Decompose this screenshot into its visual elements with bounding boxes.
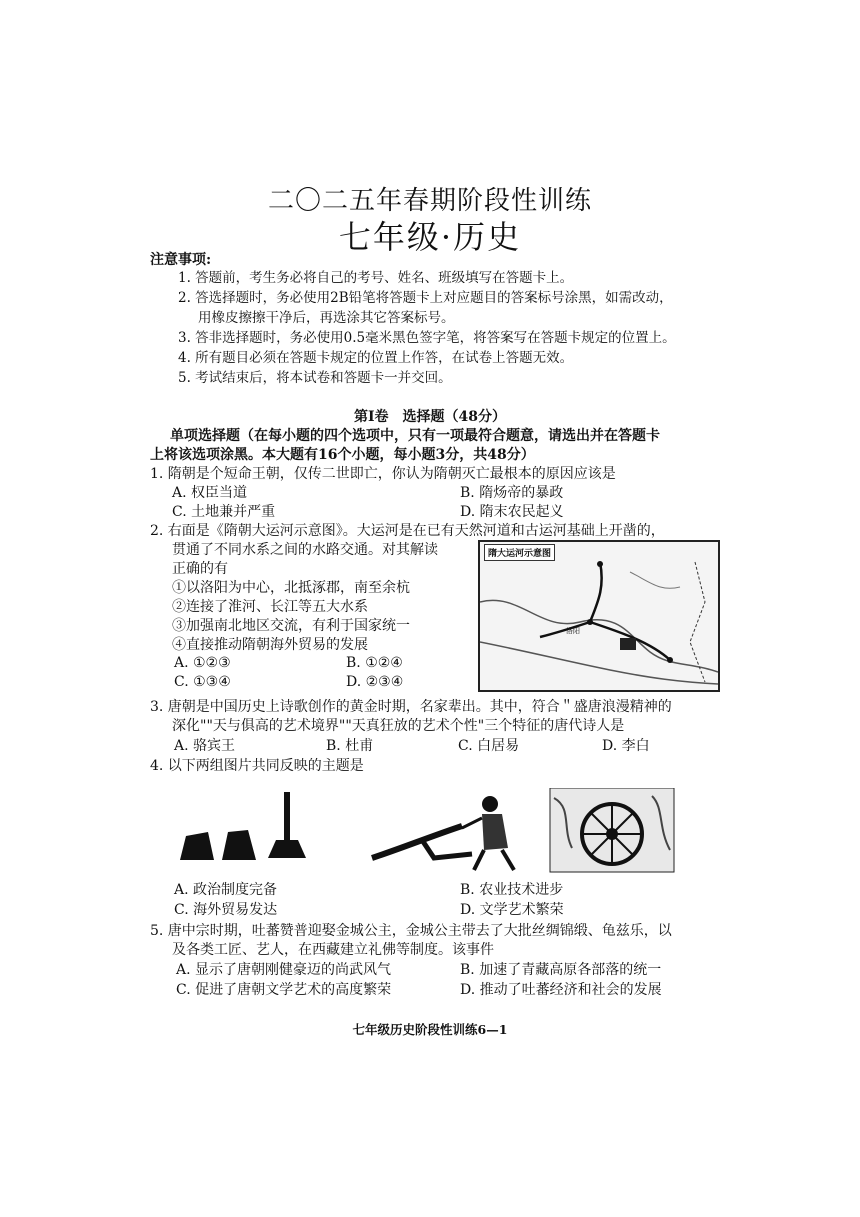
q4-images: [172, 788, 732, 874]
q3-option-d: D. 李白: [602, 738, 650, 754]
q2-option-b: B. ①②④: [346, 655, 403, 671]
section-heading: 第Ⅰ卷 选择题（48分）: [353, 409, 507, 425]
q2-statement-1: ①以洛阳为中心，北抵涿郡，南至余杭: [172, 580, 410, 596]
q5-option-d: D. 推动了吐蕃经济和社会的发展: [460, 982, 662, 998]
question-5-stem: 5. 唐中宗时期，吐蕃赞普迎娶金城公主，金城公主带去了大批丝绸锦缎、龟兹乐，以: [150, 923, 672, 939]
q1-option-a: A. 权臣当道: [172, 485, 248, 501]
q3-option-c: C. 白居易: [458, 738, 520, 754]
question-2-stem: 2. 右面是《隋朝大运河示意图》。大运河是在已有天然河道和古运河基础上开凿的，: [150, 523, 665, 539]
notice-item: 3. 答非选择题时，务必使用0.5毫米黑色签字笔，将答案写在答题卡规定的位置上。: [178, 330, 676, 346]
water-wheel-image: [550, 788, 674, 872]
map-label: 洛阳: [566, 627, 580, 635]
q4-option-d: D. 文学艺术繁荣: [460, 902, 564, 918]
curved-plough-image: [372, 796, 514, 870]
section-intro: 上将该选项涂黑。本大题有16个小题，每小题3分，共48分）: [150, 447, 535, 463]
q2-option-a: A. ①②③: [174, 655, 231, 671]
q2-statement-2: ②连接了淮河、长江等五大水系: [172, 599, 368, 615]
question-4-stem: 4. 以下两组图片共同反映的主题是: [150, 758, 364, 774]
q2-statement-3: ③加强南北地区交流，有利于国家统一: [172, 618, 410, 634]
map-title: 隋大运河示意图: [484, 544, 555, 561]
exam-title-line1: 二〇二五年春期阶段性训练: [267, 186, 592, 216]
notice-item: 2. 答选择题时，务必使用2B铅笔将答题卡上对应题目的答案标号涂黑，如需改动，: [178, 290, 673, 306]
question-1-stem: 1. 隋朝是个短命王朝，仅传二世即亡，你认为隋朝灭亡最根本的原因应该是: [150, 466, 616, 482]
question-5-stem: 及各类工匠、艺人，在西藏建立礼佛等制度。该事件: [172, 942, 494, 958]
q2-statement-4: ④直接推动隋朝海外贸易的发展: [172, 637, 368, 653]
exam-title-line2: 七年级·历史: [338, 218, 522, 256]
page-footer: 七年级历史阶段性训练6—1: [352, 1022, 508, 1037]
q2-option-d: D. ②③④: [346, 674, 404, 690]
notice-heading: 注意事项:: [150, 252, 212, 268]
q4-option-c: C. 海外贸易发达: [174, 902, 278, 918]
question-3-stem: 3. 唐朝是中国历史上诗歌创作的黄金时期，名家辈出。其中，符合＂盛唐浪漫精神的: [150, 699, 672, 715]
q5-option-c: C. 促进了唐朝文学艺术的高度繁荣: [176, 982, 392, 998]
q4-option-a: A. 政治制度完备: [174, 882, 278, 898]
q5-option-b: B. 加速了青藏高原各部落的统一: [460, 962, 662, 978]
notice-item: 1. 答题前，考生务必将自己的考号、姓名、班级填写在答题卡上。: [178, 270, 574, 286]
notice-item: 5. 考试结束后，将本试卷和答题卡一并交回。: [178, 370, 452, 386]
ancient-tool-image: [180, 792, 306, 860]
grand-canal-map: [478, 540, 720, 692]
q1-option-c: C. 土地兼并严重: [172, 504, 276, 520]
section-intro: 单项选择题（在每小题的四个选项中，只有一项最符合题意，请选出并在答题卡: [170, 428, 660, 444]
q2-option-c: C. ①③④: [174, 674, 231, 690]
question-2-stem: 正确的有: [172, 561, 228, 577]
q1-option-d: D. 隋末农民起义: [460, 504, 564, 520]
q4-option-b: B. 农业技术进步: [460, 882, 564, 898]
question-2-stem: 贯通了不同水系之间的水路交通。对其解读: [172, 542, 438, 558]
q3-option-b: B. 杜甫: [326, 738, 374, 754]
map-drawing: [480, 542, 718, 690]
q5-option-a: A. 显示了唐朝刚健豪迈的尚武风气: [176, 962, 392, 978]
q1-option-b: B. 隋炀帝的暴政: [460, 485, 564, 501]
notice-item: 4. 所有题目必须在答题卡规定的位置上作答，在试卷上答题无效。: [178, 350, 574, 366]
q3-option-a: A. 骆宾王: [174, 738, 236, 754]
question-3-stem: 深化""天与俱高的艺术境界""天真狂放的艺术个性"三个特征的唐代诗人是: [172, 718, 625, 734]
notice-item: 用橡皮擦擦干净后，再选涂其它答案标号。: [198, 310, 455, 326]
